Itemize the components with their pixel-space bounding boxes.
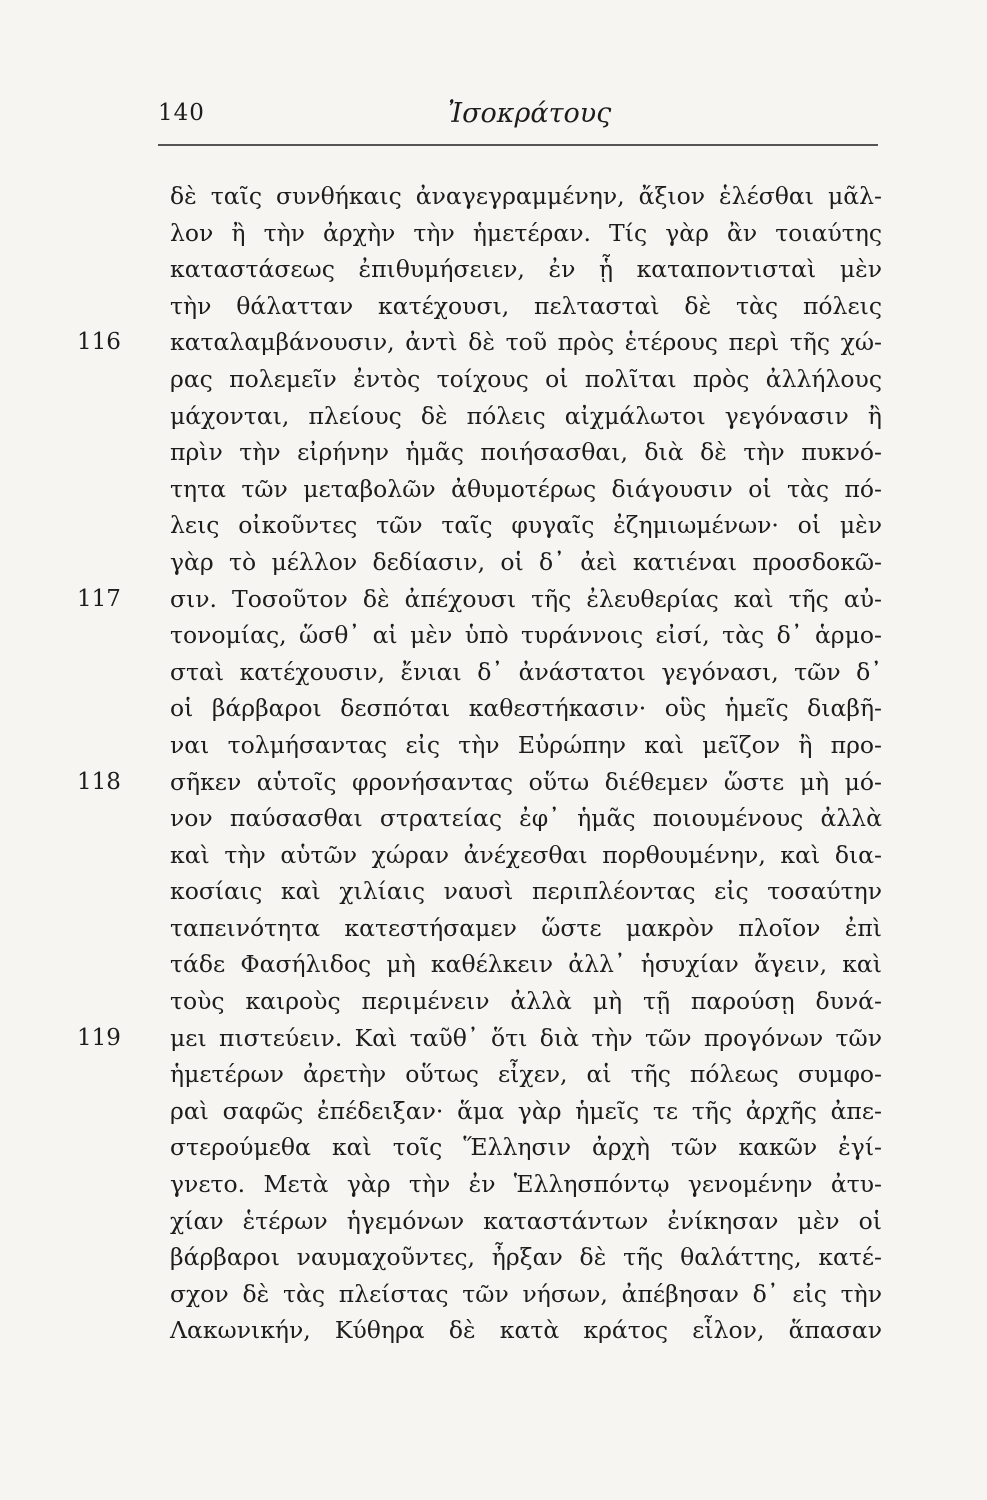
line-text: Λακωνικήν, Κύθηρα δὲ κατὰ κράτος εἷλον, ἅπασαν: [170, 1316, 882, 1345]
line-text: τονομίας, ὥσθ᾽ αἱ μὲν ὑπὸ τυράννοις εἰσί, τὰς δ᾽ ἁρμο-: [170, 621, 882, 650]
line-text: τάδε Φασήλιδος μὴ καθέλκειν ἀλλ᾽ ἡσυχίαν ἄγειν, καὶ: [170, 950, 882, 979]
line-text: σιν. Τοσοῦτον δὲ ἀπέχουσι τῆς ἐλευθερίας καὶ τῆς αὐ-: [170, 584, 882, 613]
text-line: [170, 1203, 882, 1240]
text-line: [170, 1056, 882, 1093]
text-line: [170, 617, 882, 654]
text-line: [170, 1276, 882, 1313]
line-text: καταστάσεως ἐπιθυμήσειεν, ἐν ᾗ καταποντισταὶ μὲν: [170, 255, 882, 284]
line-text: σχον δὲ τὰς πλείστας τῶν νήσων, ἀπέβησαν δ᾽ εἰς τὴν: [170, 1279, 882, 1308]
section-number: 119: [77, 1024, 121, 1051]
text-line: [170, 873, 882, 910]
text-line: [170, 1093, 882, 1130]
line-text: ραὶ σαφῶς ἐπέδειξαν· ἅμα γὰρ ἡμεῖς τε τῆς ἀρχῆς ἀπε-: [170, 1096, 882, 1125]
text-line: [170, 690, 882, 727]
text-line: [77, 764, 882, 801]
section-number: 118: [77, 768, 121, 795]
text-line: [170, 215, 882, 252]
line-text: κοσίαις καὶ χιλίαις ναυσὶ περιπλέοντας εἰς τοσαύτην: [170, 877, 882, 906]
text-line: [170, 983, 882, 1020]
line-text: τὴν θάλατταν κατέχουσι, πελτασταὶ δὲ τὰς πόλεις: [170, 291, 882, 320]
text-line: [170, 178, 882, 215]
text-line: [170, 434, 882, 471]
text-line: [170, 1166, 882, 1203]
line-text: οἱ βάρβαροι δεσπόται καθεστήκασιν· οὓς ἡμεῖς διαβῆ-: [170, 694, 882, 723]
line-text: βάρβαροι ναυμαχοῦντες, ἦρξαν δὲ τῆς θαλάττης, κατέ-: [170, 1243, 882, 1272]
line-text: τοὺς καιροὺς περιμένειν ἀλλὰ μὴ τῇ παρούσῃ δυνά-: [170, 987, 882, 1016]
line-text: γνετο. Μετὰ γὰρ τὴν ἐν Ἑλλησπόντῳ γενομένην ἀτυ-: [170, 1170, 882, 1199]
line-text: καὶ τὴν αὑτῶν χώραν ἀνέχεσθαι πορθουμένην, καὶ δια-: [170, 840, 882, 869]
line-text: λεις οἰκοῦντες τῶν ταῖς φυγαῖς ἐζημιωμένων· οἱ μὲν: [170, 511, 882, 540]
line-text: δὲ ταῖς συνθήκαις ἀναγεγραμμένην, ἄξιον ἑλέσθαι μᾶλ-: [170, 182, 882, 210]
text-line: [170, 288, 882, 325]
body-text: [77, 178, 882, 1349]
text-line: [170, 1312, 882, 1349]
text-line: [77, 1020, 882, 1057]
text-line: [77, 581, 882, 618]
line-text: γὰρ τὸ μέλλον δεδίασιν, οἱ δ᾽ ἀεὶ κατιέναι προσδοκῶ-: [170, 547, 882, 576]
text-line: [170, 727, 882, 764]
text-line: [170, 946, 882, 983]
line-text: χίαν ἑτέρων ἡγεμόνων καταστάντων ἐνίκησαν μὲν οἱ: [170, 1206, 882, 1235]
line-text: στερούμεθα καὶ τοῖς Ἕλλησιν ἀρχὴ τῶν κακῶν ἐγί-: [170, 1133, 882, 1162]
section-number: 116: [77, 329, 121, 356]
page-header: [158, 92, 878, 150]
line-text: ρας πολεμεῖν ἐντὸς τοίχους οἱ πολῖται πρὸς ἀλλήλους: [170, 364, 882, 393]
header-rule: [158, 144, 878, 146]
line-text: καταλαμβάνουσιν, ἀντὶ δὲ τοῦ πρὸς ἑτέρους περὶ τῆς χώ-: [170, 328, 882, 357]
text-line: [170, 398, 882, 435]
text-line: [170, 471, 882, 508]
text-line: [170, 1129, 882, 1166]
text-line: [170, 837, 882, 874]
line-text: μάχονται, πλείους δὲ πόλεις αἰχμάλωτοι γεγόνασιν ἢ: [170, 401, 882, 430]
line-text: νον παύσασθαι στρατείας ἐφ᾽ ἡμᾶς ποιουμένους ἀλλὰ: [170, 804, 882, 833]
text-line: [170, 1239, 882, 1276]
line-text: λον ἢ τὴν ἀρχὴν τὴν ἡμετέραν. Τίς γὰρ ἂν τοιαύτης: [170, 218, 882, 247]
line-text: ναι τολμήσαντας εἰς τὴν Εὐρώπην καὶ μεῖζον ἢ προ-: [170, 730, 882, 759]
text-line: [170, 361, 882, 398]
text-line: [170, 654, 882, 691]
line-text: τητα τῶν μεταβολῶν ἀθυμοτέρως διάγουσιν οἱ τὰς πό-: [170, 474, 882, 503]
running-title: Ἰσοκράτους: [448, 98, 612, 129]
text-line: [170, 251, 882, 288]
line-text: πρὶν τὴν εἰρήνην ἡμᾶς ποιήσασθαι, διὰ δὲ τὴν πυκνό-: [170, 438, 882, 467]
line-text: μει πιστεύειν. Καὶ ταῦθ᾽ ὅτι διὰ τὴν τῶν προγόνων τῶν: [170, 1023, 882, 1052]
text-line: [77, 324, 882, 361]
line-text: ταπεινότητα κατεστήσαμεν ὥστε μακρὸν πλοῖον ἐπὶ: [170, 913, 882, 942]
line-text: σῆκεν αὑτοῖς φρονήσαντας οὕτω διέθεμεν ὥστε μὴ μό-: [170, 767, 882, 796]
page-number: 140: [158, 100, 205, 126]
text-line: [170, 544, 882, 581]
section-number: 117: [77, 585, 121, 612]
line-text: ἡμετέρων ἀρετὴν οὕτως εἶχεν, αἱ τῆς πόλεως συμφο-: [170, 1060, 882, 1089]
text-line: [170, 910, 882, 947]
text-line: [170, 507, 882, 544]
line-text: σταὶ κατέχουσιν, ἔνιαι δ᾽ ἀνάστατοι γεγόνασι, τῶν δ᾽: [170, 657, 882, 686]
text-line: [170, 800, 882, 837]
